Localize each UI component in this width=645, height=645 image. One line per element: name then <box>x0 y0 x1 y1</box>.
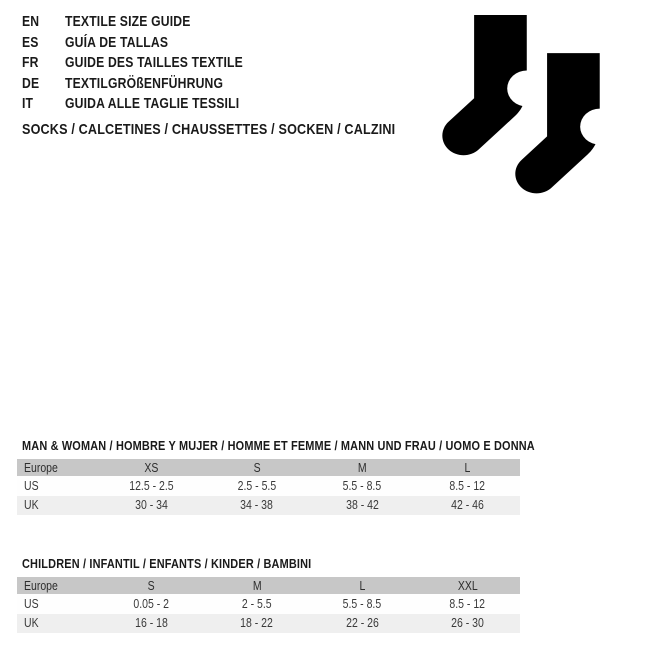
product-category-title: SOCKS / CALCETINES / CHAUSSETTES / SOCKEN / CALZINI <box>22 121 396 138</box>
language-code: FR <box>22 55 39 72</box>
region-cell: UK <box>24 616 39 631</box>
column-header-size: S <box>148 578 156 593</box>
column-header-size: L <box>359 578 366 593</box>
language-label: GUIDA ALLE TAGLIE TESSILI <box>65 96 240 113</box>
table-row-uk <box>17 614 520 634</box>
column-header-size: M <box>252 578 262 593</box>
size-value-cell: 42 - 46 <box>451 498 484 513</box>
language-row <box>22 74 277 95</box>
size-value-cell: 0.05 - 2 <box>133 596 170 611</box>
size-value-cell: 30 - 34 <box>135 498 168 513</box>
region-cell: UK <box>24 498 39 513</box>
size-value-cell: 18 - 22 <box>240 616 274 631</box>
column-header-size: M <box>357 460 367 475</box>
language-row <box>22 33 277 54</box>
language-code: DE <box>22 75 40 92</box>
language-label: GUÍA DE TALLAS <box>65 34 169 51</box>
table-header-row <box>17 459 520 476</box>
size-value-cell: 38 - 42 <box>345 498 379 513</box>
size-value-cell: 16 - 18 <box>135 616 168 631</box>
socks-icon <box>435 15 605 196</box>
column-header-size: S <box>253 460 261 475</box>
language-label: GUIDE DES TAILLES TEXTILE <box>65 55 243 72</box>
column-header-size: XS <box>144 460 159 475</box>
size-value-cell: 12.5 - 2.5 <box>129 478 174 493</box>
language-row <box>22 53 277 74</box>
table-row-us <box>17 476 520 496</box>
size-value-cell: 2 - 5.5 <box>241 596 272 611</box>
size-value-cell: 2.5 - 5.5 <box>237 478 277 493</box>
table-row-uk <box>17 496 520 516</box>
language-row <box>22 12 277 33</box>
region-cell: US <box>24 478 39 493</box>
size-table-adults <box>17 438 535 515</box>
language-label: TEXTILGRÖßENFÜHRUNG <box>65 75 224 92</box>
size-table-children <box>17 556 520 633</box>
language-code: ES <box>22 34 39 51</box>
column-header-region: Europe <box>24 578 58 593</box>
language-title-block <box>22 12 277 115</box>
column-header-size: XXL <box>457 578 478 593</box>
size-value-cell: 8.5 - 12 <box>449 596 486 611</box>
size-value-cell: 22 - 26 <box>345 616 379 631</box>
language-row <box>22 94 277 115</box>
column-header-size: L <box>464 460 471 475</box>
table-header-row <box>17 577 520 594</box>
size-value-cell: 8.5 - 12 <box>449 478 486 493</box>
size-value-cell: 26 - 30 <box>451 616 484 631</box>
table-row-us <box>17 594 520 614</box>
column-header-region: Europe <box>24 460 58 475</box>
table-title-children: CHILDREN / INFANTIL / ENFANTS / KINDER / BAMBINI <box>22 556 312 571</box>
language-code: IT <box>22 96 34 113</box>
size-value-cell: 34 - 38 <box>240 498 274 513</box>
table-title-adults: MAN & WOMAN / HOMBRE Y MUJER / HOMME ET FEMME / MANN UND FRAU / UOMO E DONNA <box>22 438 535 453</box>
sock-left-icon <box>442 15 546 155</box>
language-label: TEXTILE SIZE GUIDE <box>65 14 191 31</box>
language-code: EN <box>22 14 40 31</box>
size-value-cell: 5.5 - 8.5 <box>342 596 382 611</box>
size-value-cell: 5.5 - 8.5 <box>342 478 382 493</box>
region-cell: US <box>24 596 39 611</box>
